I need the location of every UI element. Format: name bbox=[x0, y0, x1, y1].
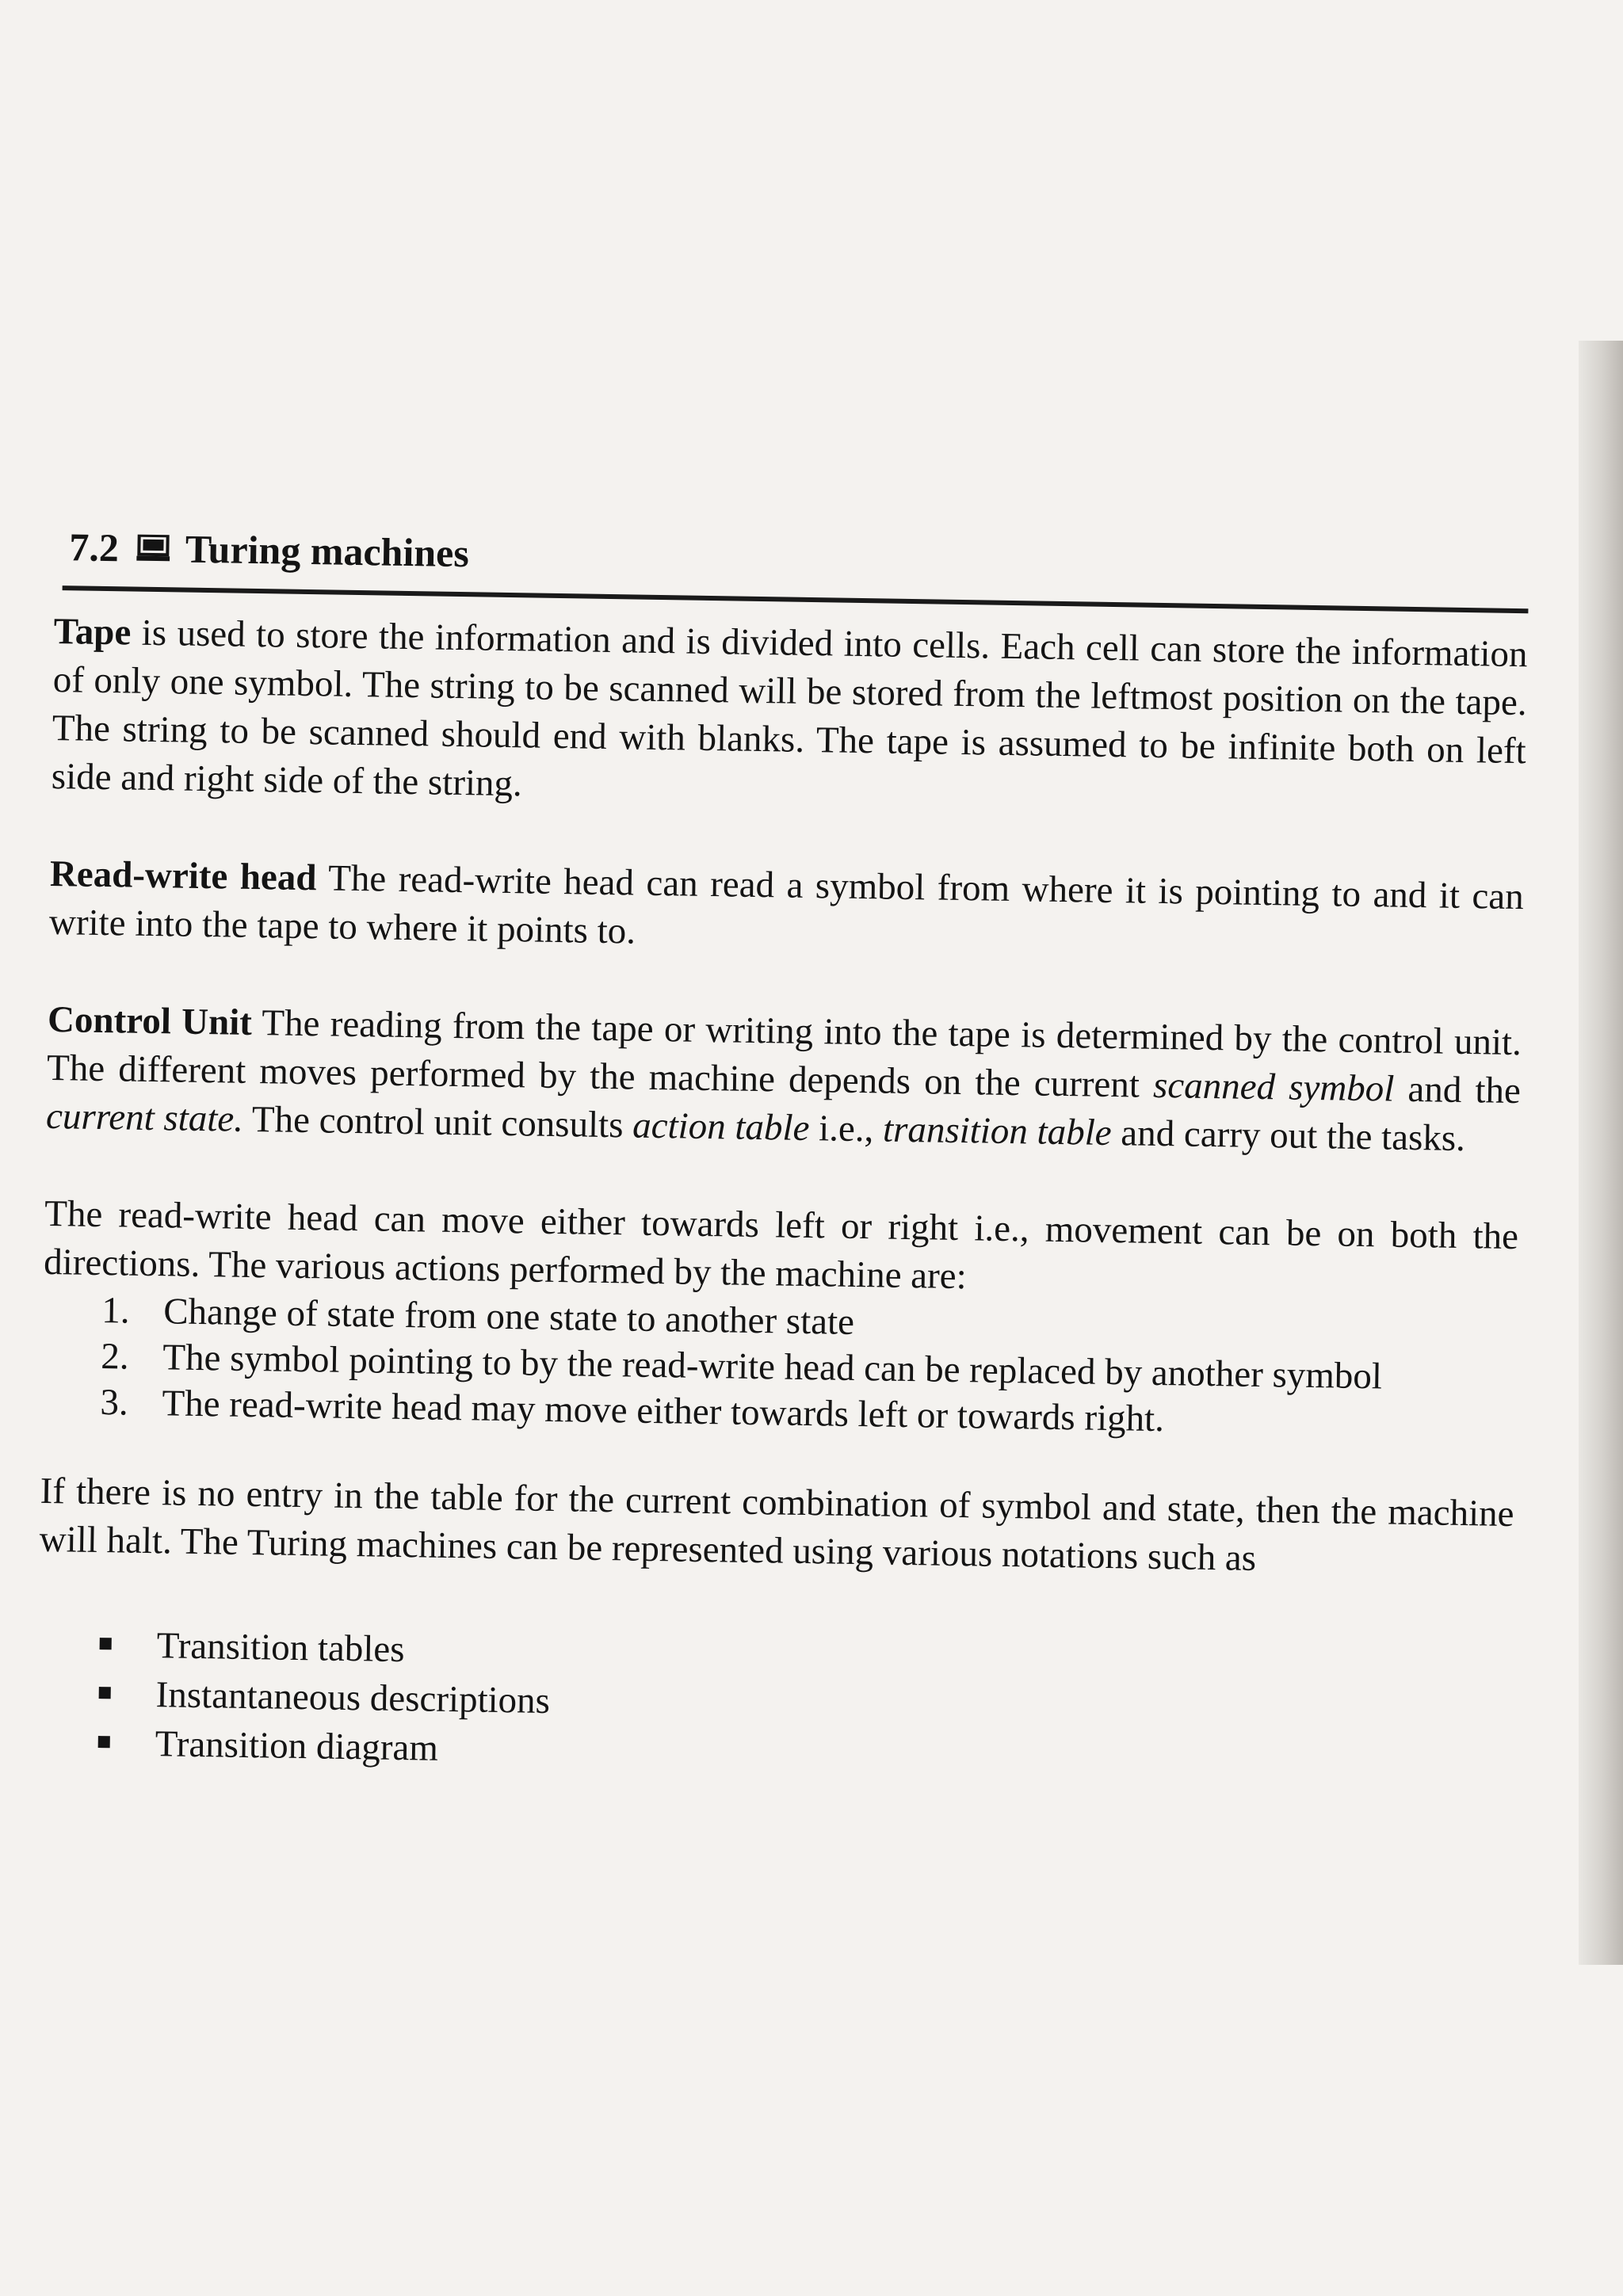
control-unit-em-current-state: current state. bbox=[45, 1095, 244, 1140]
tape-text: is used to store the information and is divided into cells. Each cell can store the information of only one symbol. The string to be scanned will be stored from the leftmost position on the tape. The string to be scanned should end with blanks. The tape is assumed to be infinite both on left side and right side of the string. bbox=[51, 612, 1528, 805]
action-number: 2. bbox=[100, 1336, 130, 1378]
action-text: The symbol pointing to by the read-write head can be replaced by another symbol bbox=[162, 1337, 1383, 1398]
action-number: 1. bbox=[101, 1290, 130, 1332]
control-unit-text-e: and carry out the tasks. bbox=[1111, 1112, 1466, 1160]
movement-paragraph: The read-write head can move either towards left or right i.e., movement can be on both the directions. The various actions performed by the machine are: bbox=[43, 1192, 1519, 1298]
tape-paragraph bbox=[51, 608, 1528, 824]
page-content bbox=[36, 519, 1529, 1790]
control-unit-text-d: i.e., bbox=[809, 1108, 884, 1150]
square-bullet-icon bbox=[99, 1687, 111, 1699]
control-unit-em-transition-table: transition table bbox=[882, 1108, 1113, 1154]
control-unit-text-c: The control unit consults bbox=[242, 1098, 633, 1146]
laptop-icon bbox=[136, 535, 170, 563]
square-bullet-icon bbox=[100, 1638, 112, 1650]
section-heading bbox=[69, 519, 1529, 597]
action-text: The read-write head may move either towards left or towards right. bbox=[162, 1383, 1165, 1440]
section-title: Turing machines bbox=[185, 526, 470, 576]
control-unit-term: Control Unit bbox=[47, 998, 253, 1043]
notation-text: Transition diagram bbox=[155, 1723, 439, 1769]
control-unit-text-a: The reading from the tape or writing into the tape is determined by the control unit. The different moves performed by the machine depends on the current bbox=[46, 1001, 1522, 1106]
control-unit-text-b: and the bbox=[1393, 1068, 1522, 1112]
tape-term: Tape bbox=[53, 610, 132, 654]
notation-text: Transition tables bbox=[156, 1625, 405, 1671]
section-number: 7.2 bbox=[69, 524, 120, 570]
square-bullet-icon bbox=[98, 1736, 110, 1748]
notations-list bbox=[36, 1619, 1512, 1790]
control-unit-em-scanned-symbol: scanned symbol bbox=[1152, 1064, 1395, 1110]
control-unit-paragraph bbox=[46, 996, 1522, 1164]
actions-list bbox=[41, 1287, 1518, 1447]
action-number: 3. bbox=[100, 1382, 129, 1424]
page-edge-shadow bbox=[1579, 341, 1623, 1965]
halt-paragraph: If there is no entry in the table for the current combination of symbol and state, then the machine will halt. The Turing machines can be represented using various notations such as bbox=[39, 1470, 1514, 1579]
notation-text: Instantaneous descriptions bbox=[155, 1674, 551, 1722]
control-unit-em-action-table: action table bbox=[632, 1104, 810, 1150]
rw-head-term: Read-write head bbox=[49, 852, 317, 899]
action-text: Change of state from one state to another state bbox=[162, 1291, 855, 1343]
rw-head-paragraph bbox=[49, 850, 1525, 970]
rw-head-text: The read-write head can read a symbol from where it is pointing to and it can write into the tape to where it points to. bbox=[48, 857, 1525, 952]
